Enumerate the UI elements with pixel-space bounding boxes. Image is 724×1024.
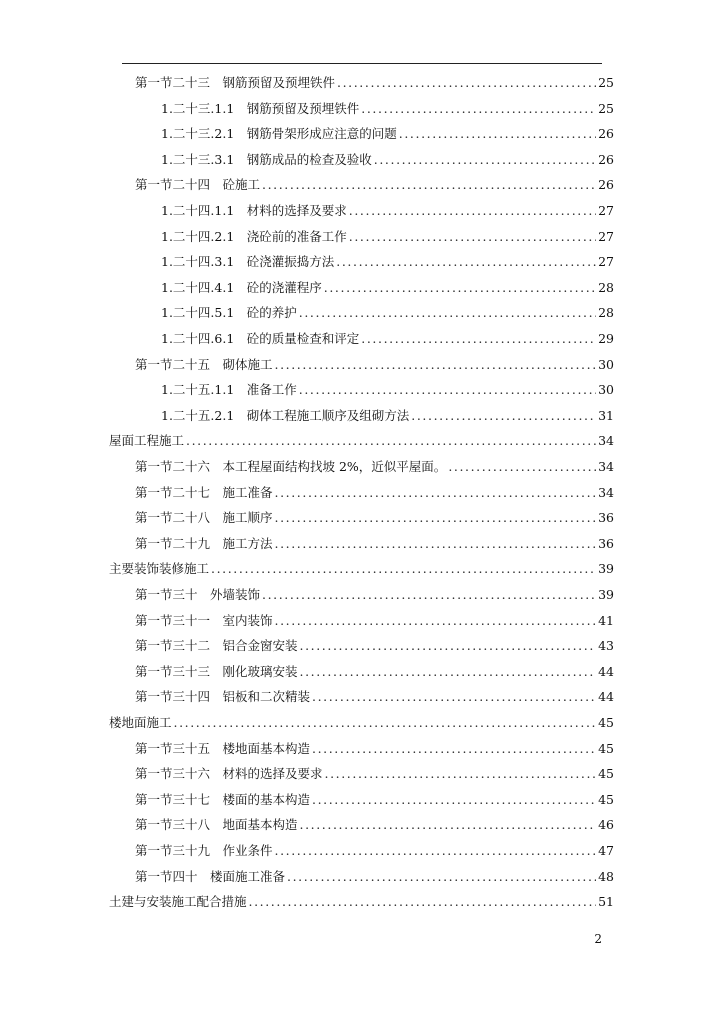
toc-entry-page: 39	[598, 587, 614, 602]
toc-entry[interactable]	[161, 147, 614, 173]
toc-entry-title: 1.二十三.3.1 钢筋成品的检查及验收	[161, 151, 372, 167]
toc-entry-page: 30	[598, 382, 614, 398]
toc-leader-dots	[299, 300, 596, 326]
toc-entry[interactable]	[135, 608, 614, 634]
toc-leader-dots	[275, 505, 597, 531]
toc-leader-dots	[262, 172, 596, 198]
toc-leader-dots	[349, 224, 596, 250]
toc-leader-dots	[312, 787, 596, 813]
toc-entry[interactable]	[135, 864, 614, 890]
toc-entry-title: 1.二十四.6.1 砼的质量检查和评定	[161, 331, 360, 346]
toc-entry-page: 28	[598, 305, 614, 321]
toc-leader-dots	[349, 198, 596, 224]
toc-leader-dots	[174, 710, 597, 736]
toc-entry-title: 第一节二十四 砼施工	[135, 177, 261, 193]
toc-leader-dots	[312, 684, 596, 710]
toc-entry[interactable]	[135, 480, 614, 506]
toc-entry-page: 25	[598, 75, 614, 90]
toc-entry-title: 1.二十三.2.1 钢筋骨架形成应注意的问题	[161, 126, 397, 142]
toc-leader-dots	[337, 70, 596, 96]
toc-entry[interactable]	[135, 812, 614, 838]
toc-entry-page: 41	[598, 612, 614, 628]
toc-entry[interactable]	[161, 403, 614, 429]
toc-entry-page: 45	[598, 791, 614, 807]
toc-entry-page: 39	[598, 561, 614, 577]
toc-entry-title: 1.二十四.4.1 砼的浇灌程序	[161, 279, 322, 295]
toc-entry-title: 1.二十四.5.1 砼的养护	[161, 305, 297, 321]
toc-entry-title: 主要装饰装修施工	[109, 561, 210, 577]
toc-leader-dots	[186, 428, 596, 454]
toc-leader-dots	[275, 608, 597, 634]
toc-leader-dots	[300, 633, 597, 659]
toc-entry-page: 36	[598, 510, 614, 526]
toc-leader-dots	[336, 249, 596, 275]
toc-entry-title: 第一节三十七 楼面的基本构造	[135, 791, 311, 807]
toc-entry-page: 27	[598, 203, 614, 218]
toc-entry[interactable]	[135, 659, 614, 685]
toc-entry-title: 1.二十五.2.1 砌体工程施工顺序及组砌方法	[161, 407, 410, 423]
toc-entry-page: 28	[598, 279, 614, 295]
toc-entry-page: 34	[598, 484, 614, 500]
toc-entry-title: 第一节三十五 楼地面基本构造	[135, 740, 311, 756]
toc-entry-title: 第一节三十六 材料的选择及要求	[135, 766, 323, 782]
toc-leader-dots	[249, 889, 597, 915]
toc-leader-dots	[262, 582, 596, 608]
toc-entry-title: 第一节三十九 作业条件	[135, 843, 273, 858]
toc-entry-title: 1.二十四.1.1 材料的选择及要求	[161, 203, 347, 218]
toc-entry-title: 第一节三十三 刚化玻璃安装	[135, 663, 298, 679]
toc-entry-page: 43	[598, 638, 614, 654]
toc-entry-title: 第一节二十九 施工方法	[135, 535, 273, 551]
toc-entry-page: 45	[598, 740, 614, 756]
toc-entry-title: 第一节三十一 室内装饰	[135, 612, 273, 628]
toc-entry[interactable]	[161, 377, 614, 403]
page-number: 2	[594, 932, 602, 946]
toc-entry[interactable]	[135, 172, 614, 198]
toc-entry[interactable]	[109, 428, 614, 454]
toc-entry-page: 26	[598, 177, 614, 193]
toc-entry[interactable]	[109, 710, 614, 736]
toc-entry-title: 第一节二十六 本工程屋面结构找坡 2%，近似平屋面。	[135, 459, 447, 474]
toc-leader-dots	[299, 377, 596, 403]
toc-entry[interactable]	[135, 531, 614, 557]
toc-entry[interactable]	[161, 121, 614, 147]
toc-entry-title: 第一节三十 外墙装饰	[135, 587, 261, 602]
toc-entry-page: 34	[598, 433, 614, 449]
toc-entry-page: 25	[598, 100, 614, 116]
toc-entry-title: 第一节二十三 钢筋预留及预埋铁件	[135, 75, 336, 90]
toc-entry-title: 土建与安装施工配合措施	[109, 894, 247, 910]
toc-entry-page: 44	[598, 689, 614, 705]
toc-entry-title: 1.二十五.1.1 准备工作	[161, 382, 297, 398]
toc-entry-title: 第一节三十二 铝合金窗安装	[135, 638, 298, 654]
toc-entry-page: 26	[598, 151, 614, 167]
toc-entry[interactable]	[135, 736, 614, 762]
toc-entry[interactable]	[135, 761, 614, 787]
toc-entry[interactable]	[135, 70, 614, 96]
toc-entry[interactable]	[161, 326, 614, 352]
toc-entry-page: 46	[598, 817, 614, 833]
toc-entry-title: 第一节二十七 施工准备	[135, 484, 273, 500]
toc-entry-page: 48	[598, 868, 614, 884]
toc-entry-page: 44	[598, 663, 614, 679]
toc-entry-title: 1.二十三.1.1 钢筋预留及预埋铁件	[161, 100, 360, 116]
toc-entry[interactable]	[135, 633, 614, 659]
toc-entry-page: 34	[598, 459, 614, 474]
toc-entry[interactable]	[135, 787, 614, 813]
toc-entry-title: 1.二十四.2.1 浇砼前的准备工作	[161, 228, 347, 244]
toc-entry[interactable]	[135, 505, 614, 531]
toc-entry[interactable]	[161, 198, 614, 224]
toc-entry-title: 1.二十四.3.1 砼浇灌振捣方法	[161, 254, 335, 270]
toc-leader-dots	[300, 659, 597, 685]
toc-leader-dots	[448, 454, 596, 480]
toc-entry[interactable]	[161, 249, 614, 275]
toc-entry[interactable]	[161, 96, 614, 122]
toc-leader-dots	[374, 147, 596, 173]
toc-entry-page: 31	[598, 407, 614, 423]
toc-entry[interactable]	[135, 838, 614, 864]
toc-entry[interactable]	[109, 556, 614, 582]
toc-entry-page: 47	[598, 843, 614, 858]
toc-entry-page: 27	[598, 228, 614, 244]
toc-entry[interactable]	[161, 275, 614, 301]
toc-leader-dots	[300, 812, 597, 838]
toc-leader-dots	[312, 736, 596, 762]
toc-entry-page: 51	[598, 894, 614, 910]
toc-entry-title: 楼地面施工	[109, 715, 172, 730]
toc-entry-title: 第一节二十五 砌体施工	[135, 356, 273, 372]
toc-entry[interactable]	[109, 889, 614, 915]
toc-leader-dots	[287, 864, 596, 890]
toc-leader-dots	[275, 480, 597, 506]
toc-leader-dots	[325, 761, 597, 787]
toc-leader-dots	[361, 96, 596, 122]
toc-leader-dots	[361, 326, 596, 352]
toc-entry-page: 30	[598, 356, 614, 372]
toc-entry-page: 45	[598, 766, 614, 782]
toc-entry-page: 26	[598, 126, 614, 142]
toc-entry-title: 第一节三十八 地面基本构造	[135, 817, 298, 833]
toc-entry-page: 29	[598, 331, 614, 346]
toc-entry-title: 第一节三十四 铝板和二次精装	[135, 689, 311, 705]
toc-entry[interactable]	[161, 224, 614, 250]
toc-leader-dots	[275, 352, 597, 378]
toc-entry-title: 第一节四十 楼面施工准备	[135, 868, 286, 884]
toc-leader-dots	[399, 121, 596, 147]
toc-entry-page: 36	[598, 535, 614, 551]
toc-entry[interactable]	[135, 454, 614, 480]
header-rule	[122, 63, 602, 64]
toc-entry-title: 第一节二十八 施工顺序	[135, 510, 273, 526]
toc-entry[interactable]	[135, 684, 614, 710]
toc-entry-page: 45	[598, 715, 614, 730]
toc-leader-dots	[275, 838, 597, 864]
toc-leader-dots	[324, 275, 596, 301]
toc-entry-page: 27	[598, 254, 614, 270]
toc-leader-dots	[411, 403, 596, 429]
toc-leader-dots	[275, 531, 597, 557]
toc-entry[interactable]	[135, 582, 614, 608]
toc-entry[interactable]	[135, 352, 614, 378]
toc-leader-dots	[211, 556, 596, 582]
toc-entry-title: 屋面工程施工	[109, 433, 185, 449]
toc-entry[interactable]	[161, 300, 614, 326]
